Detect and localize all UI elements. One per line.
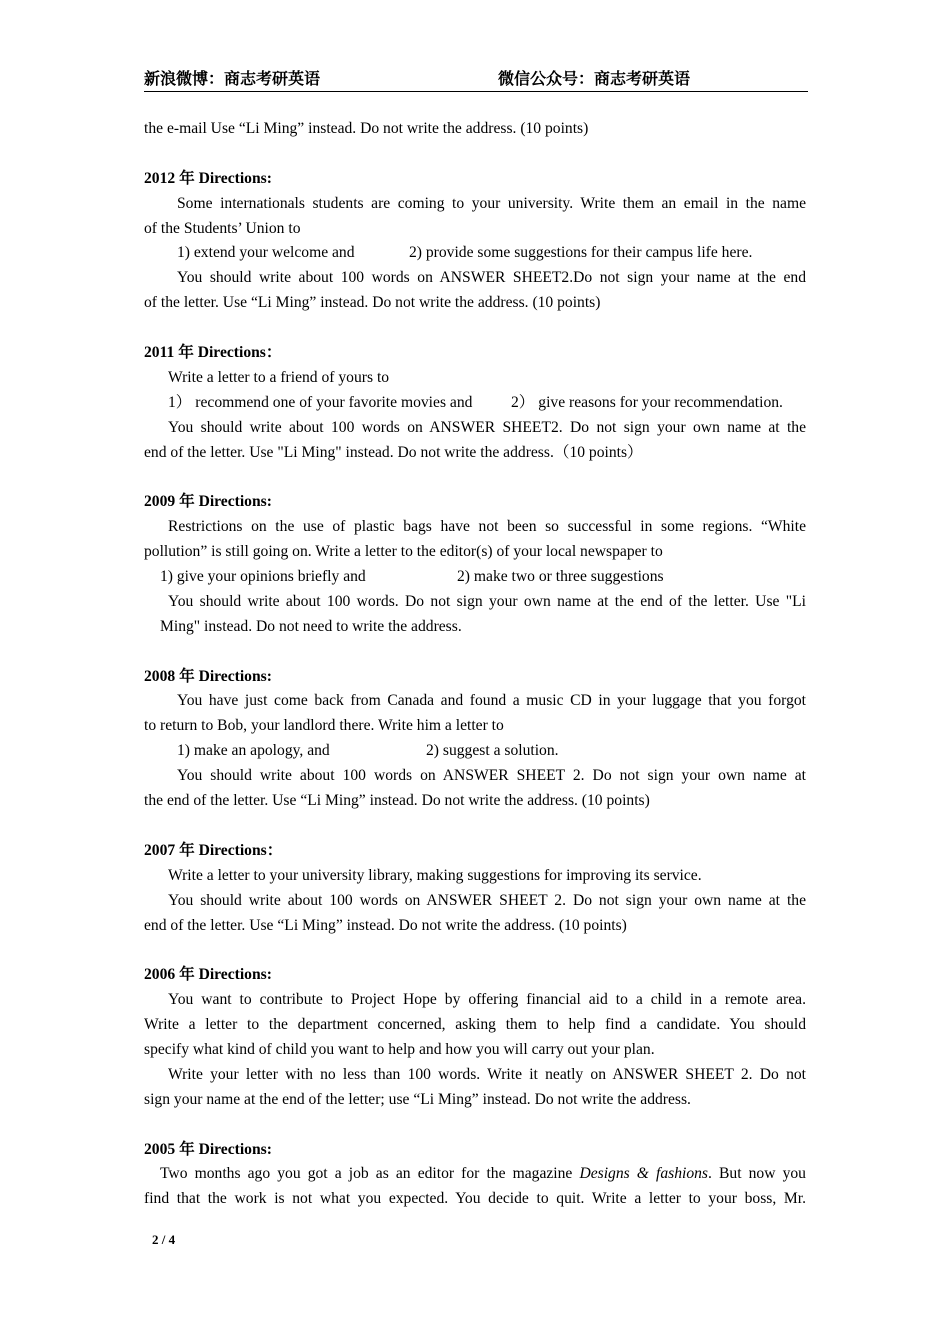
paragraph-line: Some internationals students are coming to your university. Write them an email in the name [177,194,806,212]
paragraph-line: of the Students’ Union to [144,219,301,237]
direction-item: 1) make an apology, and [177,742,330,760]
section-heading-2007: 2007 年 Directions： [144,841,283,859]
paragraph-line: Write your letter with no less than 100 words. Write it neatly on ANSWER SHEET 2. Do not [168,1065,806,1083]
section-heading-2012: 2012 年 Directions: [144,169,272,187]
text-run: Two months ago you got a job as an editor for the magazine [160,1165,580,1183]
intro-line: the e-mail Use “Li Ming” instead. Do not write the address. (10 points) [144,120,589,137]
direction-items-2011 [144,391,806,416]
paragraph-line: Write a letter to your university library, making suggestions for improving its service. [168,866,702,884]
paragraph-line: You should write about 100 words on ANSWER SHEET2.Do not sign your name at the end [177,269,806,287]
paragraph-line: You have just come back from Canada and found a music CD in your luggage that you forgot [177,692,806,710]
paragraph-line: end of the letter. Use "Li Ming" instead. Do not write the address.（10 points） [144,443,643,461]
direction-items-2009 [144,565,806,590]
direction-items-2008 [144,739,806,764]
section-heading-2005: 2005 年 Directions: [144,1140,272,1158]
paragraph-line: You should write about 100 words on ANSWER SHEET 2. Do not sign your own name at the [168,891,806,909]
paragraph-line: You want to contribute to Project Hope by offering financial aid to a child in a remote area. [168,991,806,1009]
paragraph-line: Ming" instead. Do not need to write the address. [160,617,462,635]
direction-item: 2) make two or three suggestions [457,568,664,586]
direction-item: 1) extend your welcome and [177,244,355,262]
paragraph-line: Write a letter to the department concerned, asking them to help find a candidate. You should [144,1016,806,1034]
paragraph-line: of the letter. Use “Li Ming” instead. Do not write the address. (10 points) [144,294,601,312]
header-right-wechat: 微信公众号：商志考研英语 [498,69,691,88]
paragraph-line: specify what kind of child you want to help and how you will carry out your plan. [144,1040,655,1058]
direction-item: 2) suggest a solution. [426,742,559,760]
paragraph-line: find that the work is not what you expected. You decide to quit. Write a letter to your boss, Mr. [144,1190,806,1208]
paragraph-line: Write a letter to a friend of yours to [168,368,390,386]
section-heading-2006: 2006 年 Directions: [144,966,272,984]
direction-item: 2) provide some suggestions for their campus life here. [409,244,753,262]
header-left-weibo: 新浪微博：商志考研英语 [144,69,321,88]
section-heading-2011: 2011 年 Directions： [144,344,282,362]
paragraph-line: to return to Bob, your landlord there. Write him a letter to [144,717,504,735]
document-body [144,117,806,1212]
paragraph-line: end of the letter. Use “Li Ming” instead. Do not write the address. (10 points) [144,916,627,934]
header-divider [144,91,808,92]
direction-item: 1) give your opinions briefly and [160,568,366,586]
section-heading-2009: 2009 年 Directions: [144,493,272,511]
paragraph-line: You should write about 100 words on ANSWER SHEET 2. Do not sign your own name at [177,767,806,785]
section-heading-2008: 2008 年 Directions: [144,667,272,685]
paragraph-line: You should write about 100 words on ANSWER SHEET2. Do not sign your own name at the [168,418,806,436]
magazine-title: Designs & fashions [579,1165,708,1183]
page-number: 2 / 4 [152,1232,176,1247]
paragraph-line: the end of the letter. Use “Li Ming” instead. Do not write the address. (10 points) [144,792,650,810]
direction-item: 2） give reasons for your recommendation. [511,393,783,411]
text-run: . But now you [708,1165,806,1183]
paragraph-line: sign your name at the end of the letter; use “Li Ming” instead. Do not write the address. [144,1090,691,1108]
paragraph-line [144,1162,806,1187]
paragraph-line: pollution” is still going on. Write a letter to the editor(s) of your local newspaper to [144,543,663,561]
paragraph-line: Restrictions on the use of plastic bags have not been so successful in some regions. “White [168,518,806,536]
direction-item: 1） recommend one of your favorite movies and [168,393,473,411]
direction-items-2012 [144,241,806,266]
paragraph-line: You should write about 100 words. Do not sign your own name at the end of the letter. Use "Li [168,592,806,610]
